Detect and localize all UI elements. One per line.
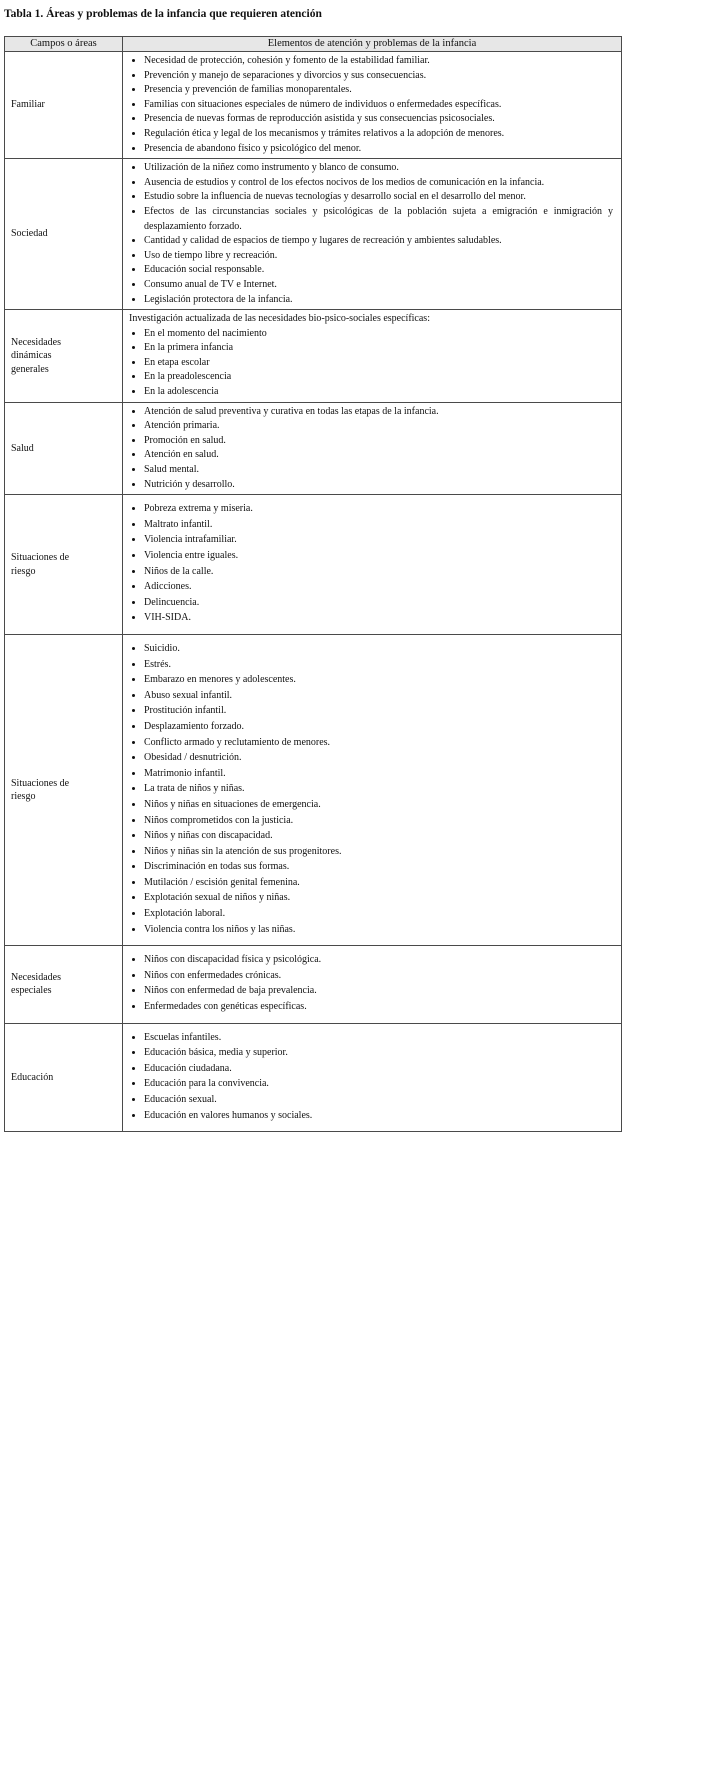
area-cell <box>5 946 123 1023</box>
areas-table <box>4 36 622 1132</box>
column-header-areas: Campos o áreas <box>5 37 123 52</box>
list-item: • Pobreza extrema y miseria. <box>144 502 615 517</box>
items-cell <box>123 402 622 495</box>
area-label: Necesidades dinámicas generales <box>11 336 61 375</box>
list-item: • VIH-SIDA. <box>144 611 615 626</box>
column-header-elements: Elementos de atención y problemas de la infancia <box>123 37 622 52</box>
area-cell <box>5 52 123 159</box>
area-cell <box>5 1023 123 1132</box>
area-label: Situaciones de riesgo <box>11 552 70 577</box>
items-cell <box>123 495 622 635</box>
list-item: • Niños y niñas en situaciones de emergencia. <box>144 798 615 813</box>
table-header-row <box>5 37 622 52</box>
list-item: • En el momento del nacimiento <box>144 327 615 342</box>
table-row <box>5 310 622 403</box>
list-item: • Niños comprometidos con la justicia. <box>144 814 615 829</box>
table-row <box>5 1023 622 1132</box>
list-item: • La trata de niños y niñas. <box>144 782 615 797</box>
list-item: • Estudio sobre la influencia de nuevas tecnologías y desarrollo social en el desarrollo del menor. <box>144 190 615 205</box>
items-cell <box>123 634 622 945</box>
items-intro: Investigación actualizada de las necesidades bio-psico-sociales específicas: <box>129 313 430 325</box>
list-item: • En la adolescencia <box>144 385 615 400</box>
list-item: • Niños con enfermedades crónicas. <box>144 969 615 984</box>
area-label: Situaciones de riesgo <box>11 777 70 803</box>
list-item: • Atención de salud preventiva y curativa en todas las etapas de la infancia. <box>144 405 615 420</box>
list-item: • Atención primaria. <box>144 419 615 434</box>
list-item: • Nutrición y desarrollo. <box>144 478 615 493</box>
list-item: • Salud mental. <box>144 463 615 478</box>
list-item: • Enfermedades con genéticas específicas. <box>144 1000 615 1015</box>
table-body <box>5 52 622 1132</box>
items-cell <box>123 159 622 310</box>
items-list <box>127 642 615 937</box>
table-row <box>5 159 622 310</box>
list-item: • Explotación laboral. <box>144 907 615 922</box>
list-item: • Educación social responsable. <box>144 263 615 278</box>
items-list <box>127 54 615 156</box>
area-cell <box>5 310 123 403</box>
list-item: • Estrés. <box>144 658 615 673</box>
list-item: • Educación para la convivencia. <box>144 1077 615 1092</box>
items-list <box>127 502 615 626</box>
list-item: • Familias con situaciones especiales de número de individuos o enfermedades específicas. <box>144 98 615 113</box>
items-cell <box>123 946 622 1023</box>
list-item: • Legislación protectora de la infancia. <box>144 293 615 308</box>
list-item: • Consumo anual de TV e Internet. <box>144 278 615 293</box>
list-item: • Embarazo en menores y adolescentes. <box>144 673 615 688</box>
list-item: • Prevención y manejo de separaciones y divorcios y sus consecuencias. <box>144 69 615 84</box>
area-label: Sociedad <box>11 228 48 240</box>
list-item: • Violencia entre iguales. <box>144 549 615 564</box>
table-row <box>5 946 622 1023</box>
list-item: • Explotación sexual de niños y niñas. <box>144 891 615 906</box>
list-item: • Presencia de nuevas formas de reproducción asistida y sus consecuencias psicosociales. <box>144 112 615 127</box>
list-item: • Cantidad y calidad de espacios de tiempo y lugares de recreación y ambientes saludables. <box>144 234 615 249</box>
list-item: • Regulación ética y legal de los mecanismos y trámites relativos a la adopción de menores. <box>144 127 615 142</box>
items-cell <box>123 1023 622 1132</box>
list-item: • Utilización de la niñez como instrumento y blanco de consumo. <box>144 161 615 176</box>
list-item: • Atención en salud. <box>144 448 615 463</box>
list-item: • Prostitución infantil. <box>144 704 615 719</box>
list-item: • Niños y niñas con discapacidad. <box>144 829 615 844</box>
list-item: • Discriminación en todas sus formas. <box>144 860 615 875</box>
list-item: • Educación sexual. <box>144 1093 615 1108</box>
list-item: • Mutilación / escisión genital femenina. <box>144 876 615 891</box>
list-item: • En la preadolescencia <box>144 370 615 385</box>
list-item: • Ausencia de estudios y control de los efectos nocivos de los medios de comunicación en la infancia. <box>144 176 615 191</box>
area-cell <box>5 634 123 945</box>
list-item: • Presencia y prevención de familias monoparentales. <box>144 83 615 98</box>
list-item: • Presencia de abandono físico y psicológico del menor. <box>144 142 615 157</box>
list-item: • Necesidad de protección, cohesión y fomento de la estabilidad familiar. <box>144 54 615 69</box>
list-item: • Educación básica, media y superior. <box>144 1046 615 1061</box>
table-row <box>5 402 622 495</box>
list-item: • Efectos de las circunstancias sociales y psicológicas de la población sujeta a emigración e inmigración y desplazamiento forzado. <box>144 205 615 234</box>
area-label: Salud <box>11 442 34 454</box>
list-item: • Matrimonio infantil. <box>144 767 615 782</box>
list-item: • Obesidad / desnutrición. <box>144 751 615 766</box>
list-item: • Niños con discapacidad física y psicológica. <box>144 953 615 968</box>
table-row <box>5 52 622 159</box>
area-label: Familiar <box>11 99 45 111</box>
list-item: • Desplazamiento forzado. <box>144 720 615 735</box>
area-label: Necesidades especiales <box>11 971 61 997</box>
table-row <box>5 634 622 945</box>
list-item: • Delincuencia. <box>144 596 615 611</box>
area-cell <box>5 495 123 635</box>
list-item: • En la primera infancia <box>144 341 615 356</box>
area-label: Educación <box>11 1071 54 1083</box>
table-title: Tabla 1. Áreas y problemas de la infancia que requieren atención <box>4 8 322 20</box>
items-list <box>127 1031 615 1124</box>
list-item: • Educación ciudadana. <box>144 1062 615 1077</box>
list-item: • Violencia intrafamiliar. <box>144 533 615 548</box>
list-item: • Suicidio. <box>144 642 615 657</box>
list-item: • Violencia contra los niños y las niñas. <box>144 923 615 938</box>
items-cell <box>123 52 622 159</box>
items-list <box>127 953 615 1014</box>
area-cell <box>5 402 123 495</box>
list-item: • Niños con enfermedad de baja prevalencia. <box>144 984 615 999</box>
list-item: • Uso de tiempo libre y recreación. <box>144 249 615 264</box>
items-list <box>127 161 615 307</box>
list-item: • Promoción en salud. <box>144 434 615 449</box>
area-cell <box>5 159 123 310</box>
list-item: • Niños y niñas sin la atención de sus progenitores. <box>144 845 615 860</box>
items-list <box>127 327 615 400</box>
list-item: • Maltrato infantil. <box>144 518 615 533</box>
list-item: • Adicciones. <box>144 580 615 595</box>
items-cell <box>123 310 622 403</box>
list-item: • Escuelas infantiles. <box>144 1031 615 1046</box>
list-item: • Abuso sexual infantil. <box>144 689 615 704</box>
list-item: • Educación en valores humanos y sociales. <box>144 1109 615 1124</box>
table-row <box>5 495 622 635</box>
items-list <box>127 405 615 493</box>
list-item: • En etapa escolar <box>144 356 615 371</box>
list-item: • Conflicto armado y reclutamiento de menores. <box>144 736 615 751</box>
list-item: • Niños de la calle. <box>144 565 615 580</box>
